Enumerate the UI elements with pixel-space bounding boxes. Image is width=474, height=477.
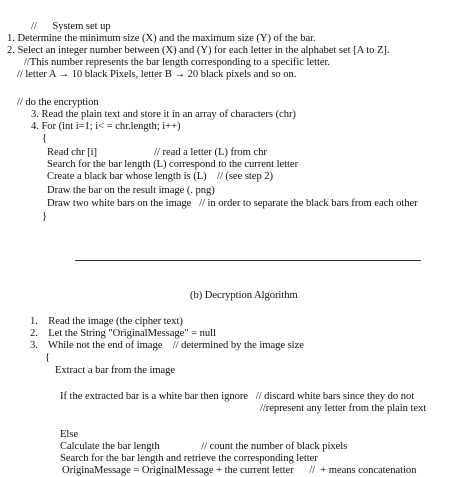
decryption-heading: (b) Decryption Algorithm [190, 290, 298, 301]
step-1-text: 1. Determine the minimum size (X) and the maximum size (Y) of the bar. [7, 33, 316, 44]
step-3-text: 3. Read the plain text and store it in an array of characters (chr) [31, 109, 296, 120]
decrypt-step-2: 2. Let the String "OriginalMessage" = null [30, 328, 216, 339]
bar-length-comment: //This number represents the bar length corresponding to a specific letter. [24, 57, 331, 68]
decrypt-step-1: 1. Read the image (the cipher text) [30, 316, 183, 327]
decrypt-represent-comment: //represent any letter from the plain text [260, 403, 427, 414]
step-4-text: 4. For (int i=1; i< = chr.length; i++) [31, 121, 181, 132]
section-divider [75, 260, 421, 261]
decrypt-search-letter: Search for the bar length and retrieve the corresponding letter [60, 453, 318, 464]
decrypt-concat-message: OriginaMessage = OriginalMessage + the current letter // + means concatenation [62, 465, 417, 476]
loop-line-draw-bar: Draw the bar on the result image (. png) [47, 185, 215, 196]
letter-mapping-comment: // letter A → 10 black Pixels, letter B → 20 black pixels and so on. [17, 69, 297, 80]
decrypt-open-brace: { [45, 352, 51, 363]
loop-line-read: Read chr [i] // read a letter (L) from chr [47, 147, 267, 158]
close-brace: } [42, 211, 48, 222]
system-setup-comment: // System set up [31, 21, 111, 32]
step-2-text: 2. Select an integer number between (X) and (Y) for each letter in the alphabet set [A to Z]. [7, 45, 390, 56]
loop-line-search: Search for the bar length (L) correspond to the current letter [47, 159, 299, 170]
decrypt-else: Else [60, 429, 79, 440]
decrypt-extract-bar: Extract a bar from the image [55, 365, 176, 376]
open-brace: { [42, 133, 48, 144]
do-encryption-comment: // do the encryption [17, 97, 99, 108]
loop-line-create: Create a black bar whose length is (L) // (see step 2) [47, 171, 274, 182]
decrypt-calc-length: Calculate the bar length // count the number of black pixels [60, 441, 348, 452]
decrypt-step-3: 3. While not the end of image // determined by the image size [30, 340, 304, 351]
loop-line-draw-white: Draw two white bars on the image // in order to separate the black bars from each other [47, 198, 418, 209]
decrypt-if-white: If the extracted bar is a white bar then ignore // discard white bars since they do not [60, 391, 415, 402]
